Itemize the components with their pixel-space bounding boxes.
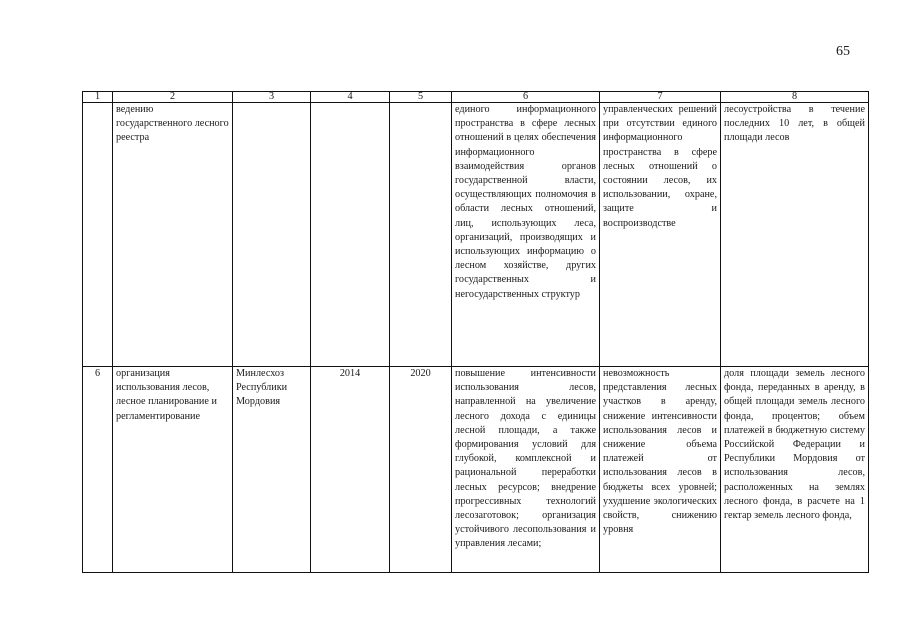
column-header-3: 3 bbox=[233, 92, 311, 103]
row-number-cell bbox=[83, 103, 113, 367]
column-header-2: 2 bbox=[113, 92, 233, 103]
column-header-4: 4 bbox=[311, 92, 390, 103]
executor-cell: Минлесхоз Республики Мордовия bbox=[233, 367, 311, 573]
column-header-5: 5 bbox=[390, 92, 452, 103]
column-number-row bbox=[83, 92, 869, 103]
table-row bbox=[83, 367, 869, 573]
executor-cell bbox=[233, 103, 311, 367]
expected-result-cell: единого информационного пространства в сфере лесных отношений в целях обеспечения информационного взаимодействия органов государственной власти, осуществляющих полномочия в области лесных отношений, лиц, использующих леса, организаций, производящих и использующих информацию о лесном хозяйстве, других государственных и негосударственных структур bbox=[452, 103, 600, 367]
table-row bbox=[83, 103, 869, 367]
indicator-link-cell: лесоустройства в течение последних 10 лет, в общей площади лесов bbox=[721, 103, 869, 367]
page-number: 65 bbox=[836, 44, 850, 59]
column-header-7: 7 bbox=[600, 92, 721, 103]
indicator-link-cell: доля площади земель лесного фонда, переданных в аренду, в общей площади земель лесного фонда, процентов; объем платежей в бюджетную систему Российской Федерации и Республики Мордовия от использования лесов, расположенных на землях лесного фонда, в расчете на 1 гектар земель лесного фонда, bbox=[721, 367, 869, 573]
consequences-cell: невозможность представления лесных участков в аренду, снижение интенсивности использования лесов и снижение объема платежей от использования лесов в бюджеты всех уровней; ухудшение экологических свойств, снижению уровня bbox=[600, 367, 721, 573]
start-year-cell: 2014 bbox=[311, 367, 390, 573]
measure-name-cell: организация использования лесов, лесное планирование и регламентирование bbox=[113, 367, 233, 573]
end-year-cell bbox=[390, 103, 452, 367]
column-header-8: 8 bbox=[721, 92, 869, 103]
column-header-1: 1 bbox=[83, 92, 113, 103]
program-measures-table bbox=[82, 91, 869, 573]
column-header-6: 6 bbox=[452, 92, 600, 103]
start-year-cell bbox=[311, 103, 390, 367]
measure-name-cell: ведению государственного лесного реестра bbox=[113, 103, 233, 367]
end-year-cell: 2020 bbox=[390, 367, 452, 573]
row-number-cell: 6 bbox=[83, 367, 113, 573]
expected-result-cell: повышение интенсивности использования лесов, направленной на увеличение лесного дохода с единицы лесной площади, а также формирования условий для глубокой, комплексной и рациональной переработки лесных ресурсов; внедрение прогрессивных технологий лесозаготовок; организация устойчивого лесопользования и управления лесами; bbox=[452, 367, 600, 573]
consequences-cell: управленческих решений при отсутствии единого информационного пространства в сфере лесных отношений о состоянии лесов, их использовании, охране, защите и воспроизводстве bbox=[600, 103, 721, 367]
